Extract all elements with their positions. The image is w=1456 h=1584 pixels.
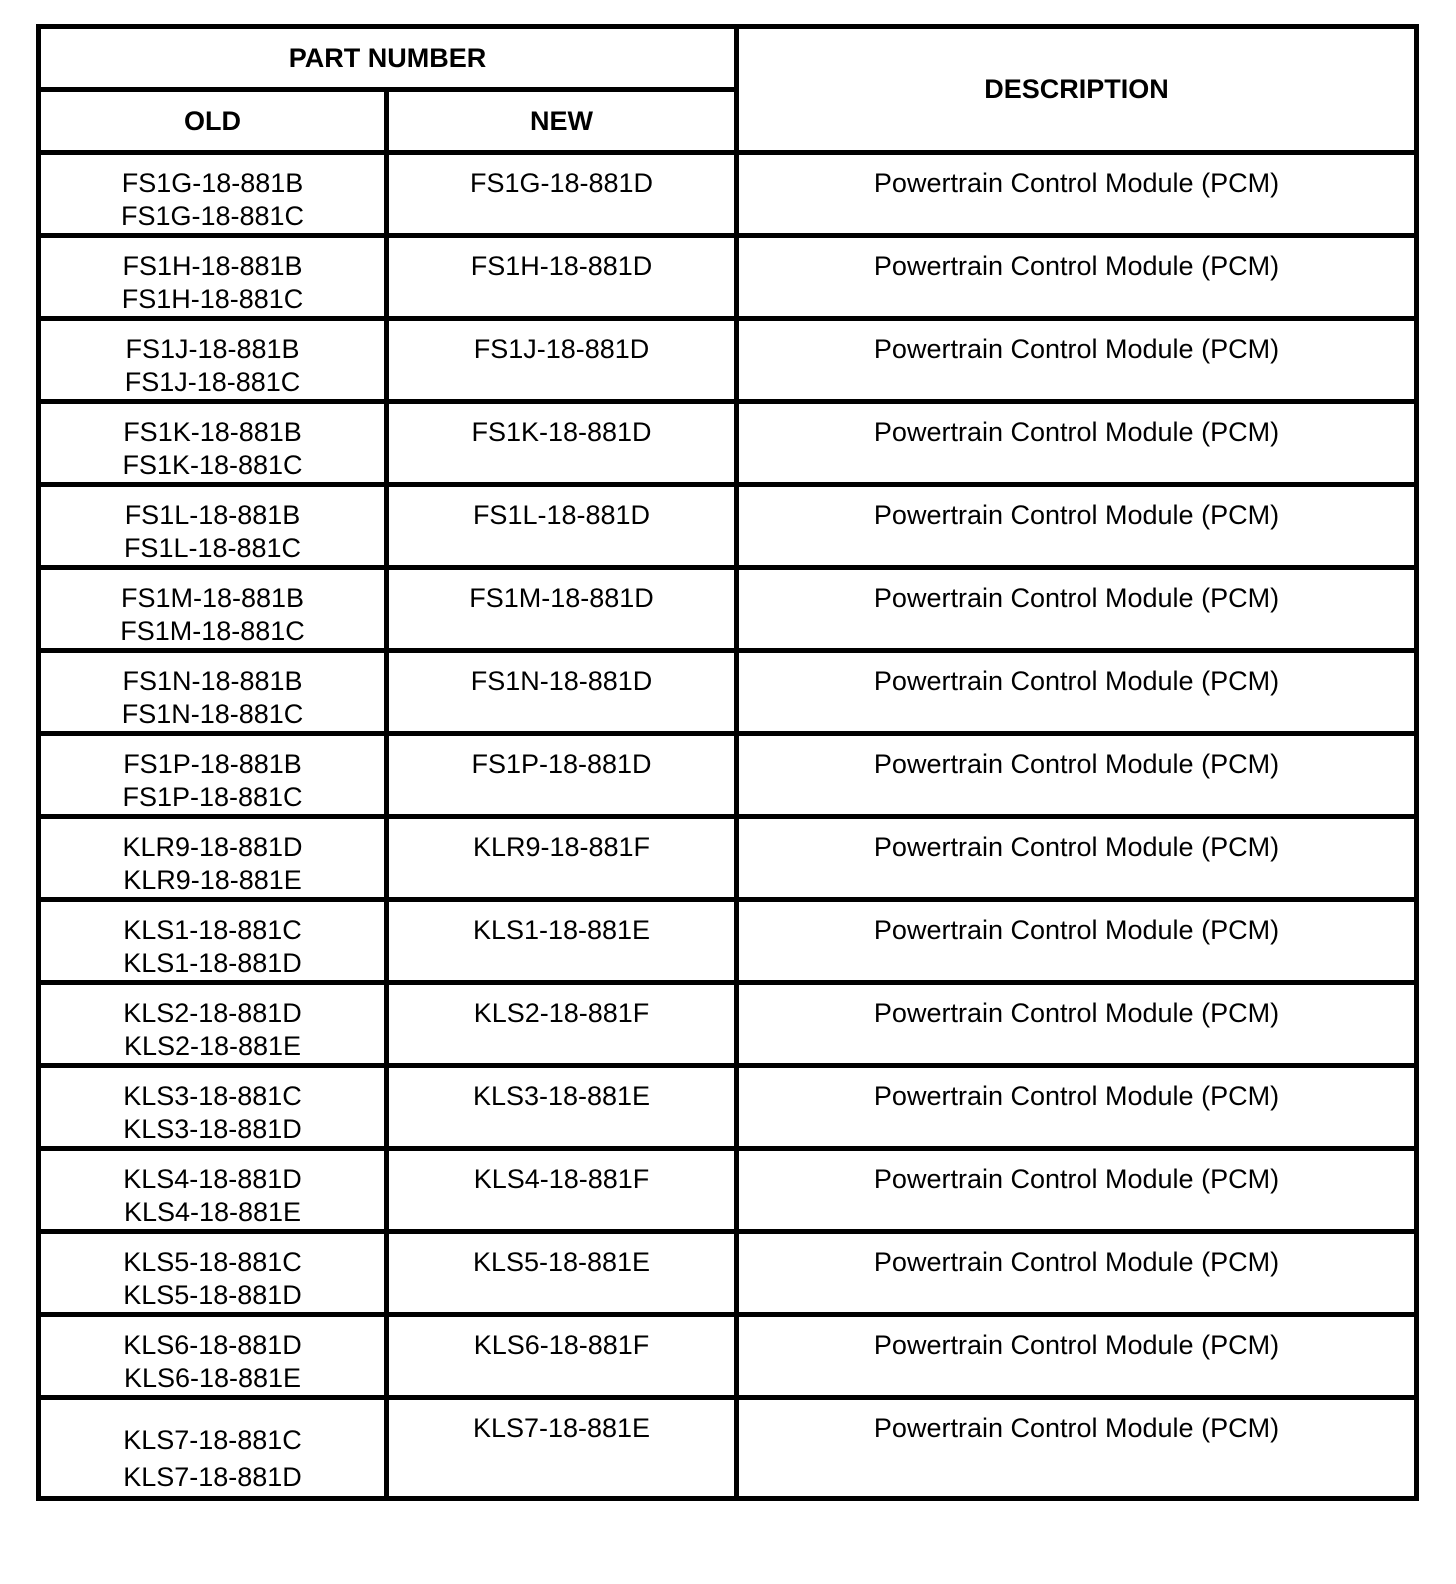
new-part-cell	[387, 1232, 737, 1315]
part-description: Powertrain Control Module (PCM)	[873, 915, 1280, 945]
new-part-cell	[387, 485, 737, 568]
part-description: Powertrain Control Module (PCM)	[873, 417, 1280, 447]
new-part-cell	[387, 983, 737, 1066]
old-part-number: KLR9-18-881D	[122, 832, 303, 862]
part-description: Powertrain Control Module (PCM)	[873, 168, 1280, 198]
part-description: Powertrain Control Module (PCM)	[873, 1330, 1280, 1360]
old-part-number: KLS5-18-881C	[123, 1247, 302, 1277]
new-part-number: KLS3-18-881E	[472, 1081, 651, 1111]
new-part-cell	[387, 1066, 737, 1149]
new-part-cell	[387, 153, 737, 236]
old-header: OLD	[39, 90, 387, 153]
old-part-number: FS1G-18-881C	[120, 201, 305, 231]
description-cell	[737, 1149, 1417, 1232]
description-cell	[737, 236, 1417, 319]
old-part-number: KLS6-18-881E	[123, 1363, 302, 1393]
old-part-cell	[39, 319, 387, 402]
old-part-number: KLS3-18-881C	[123, 1081, 302, 1111]
part-description: Powertrain Control Module (PCM)	[873, 832, 1280, 862]
table-row	[39, 817, 1417, 900]
table-row	[39, 1232, 1417, 1315]
table-row	[39, 485, 1417, 568]
old-part-cell	[39, 734, 387, 817]
part-description: Powertrain Control Module (PCM)	[873, 334, 1280, 364]
table-row	[39, 153, 1417, 236]
old-part-cell	[39, 236, 387, 319]
new-part-cell	[387, 900, 737, 983]
old-part-number: KLS7-18-881D	[123, 1462, 302, 1492]
description-cell	[737, 1232, 1417, 1315]
old-part-number: KLS5-18-881D	[123, 1280, 302, 1310]
old-part-number: FS1L-18-881C	[123, 533, 302, 563]
description-header: DESCRIPTION	[737, 27, 1417, 153]
old-part-number: FS1M-18-881B	[120, 583, 305, 613]
description-cell	[737, 1066, 1417, 1149]
new-part-cell	[387, 319, 737, 402]
old-part-number: FS1P-18-881B	[123, 749, 302, 779]
old-part-cell	[39, 817, 387, 900]
table-row	[39, 319, 1417, 402]
part-description: Powertrain Control Module (PCM)	[873, 666, 1280, 696]
table-row	[39, 651, 1417, 734]
part-description: Powertrain Control Module (PCM)	[873, 998, 1280, 1028]
description-cell	[737, 817, 1417, 900]
part-description: Powertrain Control Module (PCM)	[873, 1081, 1280, 1111]
old-part-cell	[39, 651, 387, 734]
new-part-number: KLS4-18-881F	[473, 1164, 650, 1194]
table-row	[39, 568, 1417, 651]
old-part-cell	[39, 1232, 387, 1315]
new-part-number: FS1P-18-881D	[471, 749, 652, 779]
table-row	[39, 900, 1417, 983]
old-part-cell	[39, 900, 387, 983]
old-part-number: FS1K-18-881B	[123, 417, 302, 447]
old-part-number: FS1P-18-881C	[122, 782, 303, 812]
new-part-number: KLS6-18-881F	[473, 1330, 650, 1360]
old-part-number: FS1J-18-881B	[125, 334, 300, 364]
new-part-number: FS1H-18-881D	[470, 251, 653, 281]
table-row	[39, 402, 1417, 485]
old-part-number: KLS4-18-881D	[123, 1164, 302, 1194]
old-part-number: FS1G-18-881B	[121, 168, 304, 198]
part-description: Powertrain Control Module (PCM)	[873, 583, 1280, 613]
new-part-number: FS1M-18-881D	[469, 583, 654, 613]
old-part-number: KLS1-18-881C	[123, 915, 302, 945]
new-part-number: KLR9-18-881F	[472, 832, 651, 862]
description-cell	[737, 319, 1417, 402]
new-part-number: KLS1-18-881E	[472, 915, 651, 945]
new-part-number: KLS5-18-881E	[472, 1247, 651, 1277]
table-row	[39, 1398, 1417, 1499]
description-cell	[737, 900, 1417, 983]
new-part-number: KLS7-18-881E	[472, 1413, 651, 1443]
old-part-cell	[39, 1066, 387, 1149]
old-part-number: KLS3-18-881D	[123, 1114, 302, 1144]
table-row	[39, 1066, 1417, 1149]
old-part-number: KLR9-18-881E	[123, 865, 302, 895]
new-part-cell	[387, 236, 737, 319]
new-part-cell	[387, 1149, 737, 1232]
new-part-cell	[387, 402, 737, 485]
old-part-number: KLS6-18-881D	[123, 1330, 302, 1360]
old-part-number: FS1L-18-881B	[124, 500, 301, 530]
new-part-number: FS1G-18-881D	[469, 168, 654, 198]
new-part-number: FS1K-18-881D	[471, 417, 652, 447]
old-part-number: FS1M-18-881C	[120, 616, 305, 646]
old-part-number: KLS2-18-881D	[123, 998, 302, 1028]
part-number-header: PART NUMBER	[39, 27, 737, 90]
table-row	[39, 1315, 1417, 1398]
new-part-cell	[387, 734, 737, 817]
description-cell	[737, 734, 1417, 817]
part-description: Powertrain Control Module (PCM)	[873, 749, 1280, 779]
new-part-cell	[387, 1315, 737, 1398]
old-part-number: FS1N-18-881C	[121, 699, 304, 729]
description-cell	[737, 651, 1417, 734]
old-part-number: FS1K-18-881C	[122, 450, 303, 480]
old-part-number: FS1N-18-881B	[122, 666, 303, 696]
old-part-number: KLS4-18-881E	[123, 1197, 302, 1227]
old-part-number: FS1J-18-881C	[124, 367, 301, 397]
new-header: NEW	[387, 90, 737, 153]
old-part-cell	[39, 983, 387, 1066]
description-cell	[737, 983, 1417, 1066]
old-part-number: KLS7-18-881C	[123, 1425, 302, 1455]
table-row	[39, 236, 1417, 319]
part-description: Powertrain Control Module (PCM)	[873, 1413, 1280, 1443]
part-description: Powertrain Control Module (PCM)	[873, 251, 1280, 281]
old-part-cell	[39, 568, 387, 651]
description-cell	[737, 485, 1417, 568]
description-cell	[737, 153, 1417, 236]
new-part-number: FS1J-18-881D	[473, 334, 650, 364]
table-row	[39, 983, 1417, 1066]
old-part-number: FS1H-18-881C	[121, 284, 304, 314]
table-row	[39, 734, 1417, 817]
table-row	[39, 1149, 1417, 1232]
description-cell	[737, 568, 1417, 651]
old-part-number: KLS2-18-881E	[123, 1031, 302, 1061]
new-part-cell	[387, 651, 737, 734]
old-part-number: KLS1-18-881D	[123, 948, 302, 978]
description-cell	[737, 1315, 1417, 1398]
new-part-cell	[387, 817, 737, 900]
description-cell	[737, 1398, 1417, 1499]
new-part-cell	[387, 568, 737, 651]
part-description: Powertrain Control Module (PCM)	[873, 500, 1280, 530]
part-description: Powertrain Control Module (PCM)	[873, 1164, 1280, 1194]
header-row-1	[39, 27, 1417, 90]
parts-table	[36, 24, 1419, 1501]
old-part-cell	[39, 402, 387, 485]
new-part-number: KLS2-18-881F	[473, 998, 650, 1028]
new-part-number: FS1N-18-881D	[470, 666, 653, 696]
old-part-cell	[39, 153, 387, 236]
old-part-cell	[39, 485, 387, 568]
old-part-number: FS1H-18-881B	[122, 251, 303, 281]
part-description: Powertrain Control Module (PCM)	[873, 1247, 1280, 1277]
description-cell	[737, 402, 1417, 485]
new-part-cell	[387, 1398, 737, 1499]
new-part-number: FS1L-18-881D	[472, 500, 651, 530]
old-part-cell	[39, 1315, 387, 1398]
old-part-cell	[39, 1398, 387, 1499]
old-part-cell	[39, 1149, 387, 1232]
